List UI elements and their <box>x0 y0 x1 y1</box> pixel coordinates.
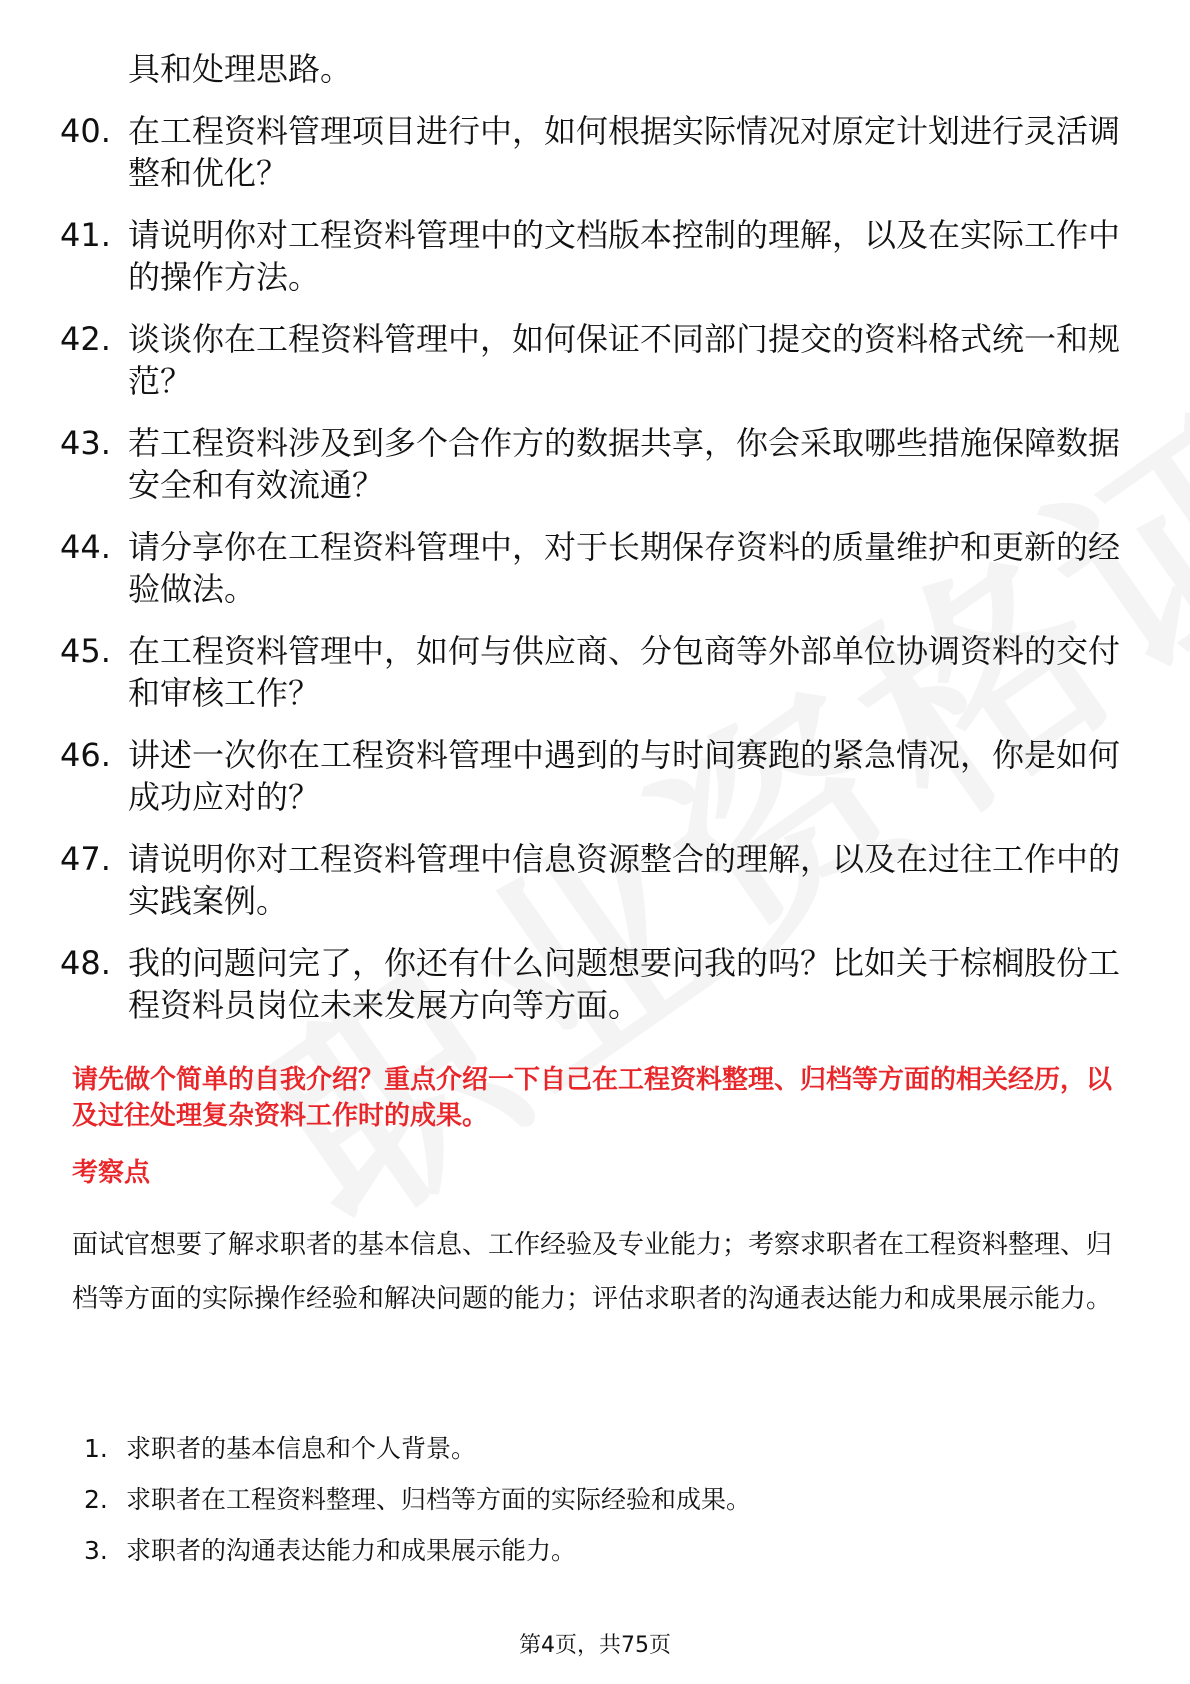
list-item-number: 1. <box>84 1434 108 1463</box>
continuation-text: 具和处理思路。 <box>128 50 353 88</box>
list-item <box>84 1483 1084 1517</box>
question-text: 在工程资料管理中，如何与供应商、分包商等外部单位协调资料的交付和审核工作？ <box>128 632 1121 712</box>
question-item <box>60 110 1120 194</box>
question-item <box>60 838 1120 922</box>
question-number: 43. <box>60 424 111 462</box>
question-list <box>60 48 1120 1046</box>
question-text: 在工程资料管理项目进行中，如何根据实际情况对原定计划进行灵活调整和优化？ <box>128 112 1121 192</box>
question-text: 请说明你对工程资料管理中的文档版本控制的理解，以及在实际工作中的操作方法。 <box>128 216 1121 296</box>
question-number: 40. <box>60 112 111 150</box>
question-number: 46. <box>60 736 111 774</box>
list-item <box>84 1432 1084 1466</box>
list-item-text: 求职者在工程资料整理、归档等方面的实际经验和成果。 <box>126 1485 752 1514</box>
question-item <box>60 630 1120 714</box>
question-number: 44. <box>60 528 111 566</box>
highlighted-question: 请先做个简单的自我介绍？重点介绍一下自己在工程资料整理、归档等方面的相关经历，以及过往处理复杂资料工作时的成果。 <box>72 1065 1113 1131</box>
question-item <box>60 734 1120 818</box>
question-text: 讲述一次你在工程资料管理中遇到的与时间赛跑的紧急情况，你是如何成功应对的？ <box>128 736 1121 816</box>
question-text: 谈谈你在工程资料管理中，如何保证不同部门提交的资料格式统一和规范？ <box>128 320 1121 400</box>
section-label: 考察点 <box>72 1158 151 1188</box>
list-item-number: 2. <box>84 1485 108 1514</box>
question-number: 47. <box>60 840 111 878</box>
list-item <box>84 1534 1084 1568</box>
question-item <box>60 214 1120 298</box>
question-item <box>60 318 1120 402</box>
list-item-text: 求职者的沟通表达能力和成果展示能力。 <box>126 1536 577 1565</box>
question-number: 48. <box>60 944 111 982</box>
question-number: 41. <box>60 216 111 254</box>
page-footer: 第4页，共75页 <box>519 1633 671 1658</box>
assessment-points <box>84 1432 1084 1585</box>
question-text: 请分享你在工程资料管理中，对于长期保存资料的质量维护和更新的经验做法。 <box>128 528 1121 608</box>
list-item-number: 3. <box>84 1536 108 1565</box>
question-item <box>60 942 1120 1026</box>
question-text: 请说明你对工程资料管理中信息资源整合的理解，以及在过往工作中的实践案例。 <box>128 840 1121 920</box>
list-item-text: 求职者的基本信息和个人背景。 <box>126 1434 477 1463</box>
question-number: 42. <box>60 320 111 358</box>
question-number: 45. <box>60 632 111 670</box>
question-item <box>60 422 1120 506</box>
question-text: 我的问题问完了，你还有什么问题想要问我的吗？比如关于棕榈股份工程资料员岗位未来发展方向等方面。 <box>128 944 1121 1024</box>
question-item <box>60 526 1120 610</box>
description-paragraph: 面试官想要了解求职者的基本信息、工作经验及专业能力；考察求职者在工程资料整理、归档等方面的实际操作经验和解决问题的能力；评估求职者的沟通表达能力和成果展示能力。 <box>72 1230 1113 1314</box>
question-text: 若工程资料涉及到多个合作方的数据共享，你会采取哪些措施保障数据安全和有效流通？ <box>128 424 1121 504</box>
